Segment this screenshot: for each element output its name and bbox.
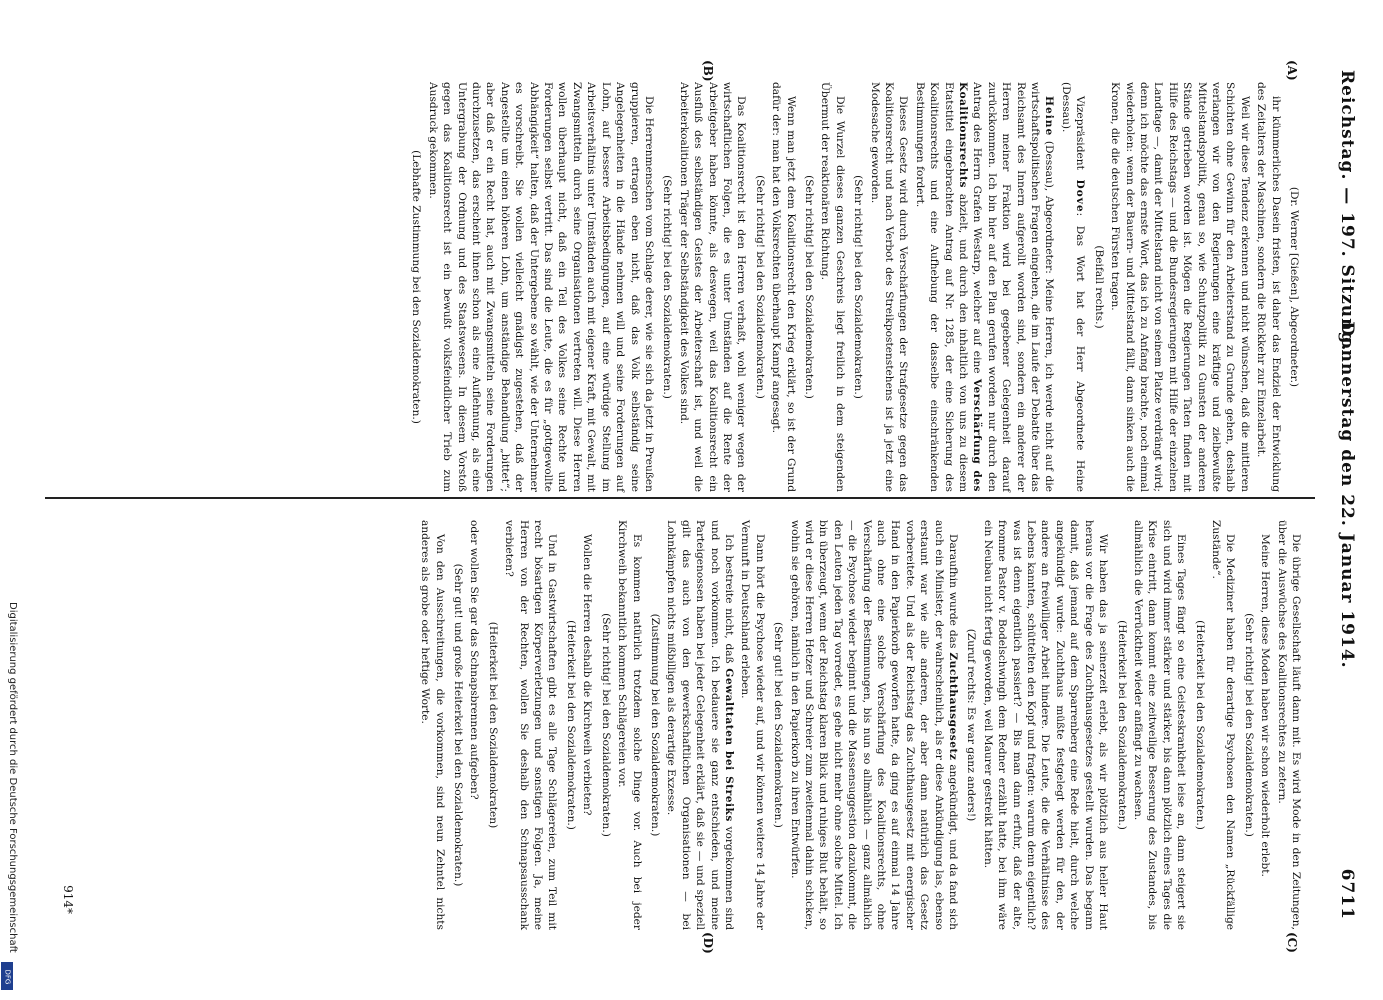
- paragraph: Wollen die Herren deshalb die Kirchweih verbieten?: [581, 534, 594, 816]
- paragraph: Die Mediziner haben für derartige Psychosen den Namen „Rückfällige Zustände“.: [1209, 520, 1237, 930]
- vice-president-announcement: [1059, 82, 1088, 492]
- interjection: (Heiterkeit bei den Sozialdemokraten.): [564, 620, 577, 830]
- interjection: (Sehr richtig! bei den Sozialdemokraten.): [753, 175, 766, 399]
- page-header: [1331, 70, 1361, 920]
- paragraph: Das Koalitionsrecht ist den Herren verhaßt, wohl weniger wegen der wirtschaftlichen Folgen, die es unter Umständen auf die Rente der Arbeitgeber haben könnte, als deswegen, weil das Koalitionsrecht ein Ausfluß des selbständigen Geistes der Arbeiterschaft ist, und weil die Arbeiterkoalitionen Träger der Selbständigkeit des Volkes sind.: [677, 82, 748, 492]
- interjection: (Lebhafte Zustimmung bei den Sozialdemokraten.): [410, 150, 423, 424]
- dfg-logo-icon: [1, 962, 13, 990]
- header-page-number: 6711: [1337, 868, 1357, 920]
- paragraph: Dann hört die Psychose wieder auf, und wir können weitere 14 Jahre der Vernunft in Deutschland erleben.: [739, 520, 766, 930]
- digitization-credit: Digitalisierung gefördert durch die Deutsche Forschungsgemeinschaft: [7, 602, 18, 953]
- heine-speech-opening: [912, 82, 1056, 492]
- margin-mark-a: (A): [1285, 60, 1299, 81]
- text: angekündigt, und da fand sich auch ein Minister, der wahrscheinlich, als er diese Ankündigung las, ebenso erstaunt war wie alle anderen, der aber dann natürlich das Gesetz vorbereitete. Und als der Reichstag das Zuchthausgesetz mit energischer Hand in den Papierkorb geworfen hatte, da ging es auf einmal 14 Jahre auch ohne eine solche Verschärfung des Koalitionsrechts, ohne Verschärfung der Bestimmungen, bis nun so allmählich — ganz allmählich — die Psychose wieder beginnt und die Massensuggestion dazukommt, die den Leuten jeden Tag vorredet, es gehe nicht mehr ohne solche Mittel. Ich bin überzeugt, wenn der Reichstag klaren Blick und ruhiges Blut behält, so wird er diese Herren Hetzer und Schreier zum zweitenmal dahin schicken, wohin sie gehören, nämlich in den Papierkorb zu ihren Entwürfen.: [788, 520, 960, 930]
- paragraph: ihr kümmerliches Dasein fristen, ist daher das Endziel der Entwicklung des Zeitalters der Maschinen, sondern die Rückkehr zur Einzelarbeit.: [1255, 82, 1282, 492]
- paragraph: [787, 520, 960, 930]
- margin-mark-c: (C): [1285, 932, 1299, 953]
- vp-intro: Vizepräsident: [1074, 96, 1087, 180]
- paragraph: oder wollen Sie gar das Schnapsbrennen aufgeben?: [468, 520, 481, 800]
- paragraph: Von den Ausschreitungen, die vorkommen, sind neun Zehntel nichts anderes als grobe oder heftige Worte.: [419, 520, 446, 930]
- speaker-continuation: (Dr. Werner [Gießen], Abgeordneter.): [1288, 186, 1300, 388]
- interjection: (Sehr richtig! bei den Sozialdemokraten.): [599, 613, 612, 837]
- column-divider: [45, 497, 1315, 499]
- paragraph: [664, 520, 736, 930]
- paragraph: Eines Tages fängt so eine Geisteskrankheit leise an, dann steigert sie sich und wird immer stärker und stärker, bis dann plötzlich eines Tages die Krise eintritt, dann kommt eine zeitweilige Besserung des Zustandes, bis allmählich die Verrücktheit wieder anfängt zu wachsen.: [1131, 520, 1188, 930]
- margin-mark-d: (D): [701, 932, 715, 954]
- paragraph: Dieses Gesetz wird durch Verschärfungen der Strafgesetze gegen das Koalitionsrecht und nach Verbot des Streikpostenstehens ist ja jetzt eine Modesache geworden.: [868, 82, 910, 492]
- interjection: (Zustimmung bei den Sozialdemokraten.): [648, 613, 661, 837]
- right-column: [416, 520, 1303, 930]
- paragraph: Weil wir diese Tendenz erkennen und nicht wünschen, daß die mittleren Schichten ohne Gewinn für den Arbeiterstand zu Grunde gehen, deshalb verlangen wir von den Regierungen eine kräftige und zielbewußte Mittelstandspolitik, genau so, wie Schutzpolitik zu Gunsten der anderen Stände getrieben worden ist. Mögen die Regierungen Taten finden mit Hilfe des Reichstags — und die Bundesregierungen mit Hilfe der einzelnen Landtage —, damit der Mittelstand nicht von seinem Platze verdrängt wird; denn ich möchte das ernste Wort, das ich zu Anfang brachte, noch einmal wiederholen: wenn der Bauern- und Mittelstand fällt, dann sinken auch die Kronen, die die deutschen Fürsten tragen.: [1109, 82, 1251, 492]
- text: Ich bestreite nicht, daß: [722, 534, 735, 669]
- paragraph: Es kommen natürlich trotzdem solche Dinge vor. Auch bei jeder Kirchweih bekanntlich kommen Schlägereien vor.: [616, 520, 643, 930]
- interjection: (Heiterkeit bei den Sozialdemokraten.): [1115, 620, 1128, 830]
- interjection: (Sehr richtig! bei den Sozialdemokraten.): [852, 175, 865, 399]
- margin-mark-b: (B): [701, 60, 715, 82]
- text: vorgekommen sind und noch vorkommen. Ich bedauere sie ganz entschieden, und meine Parteigenossen haben bei jeder Gelegenheit erklärt, daß sie — und speziell gilt das auch von den gewerkschaftlichen Organisationen — bei Lohnkämpfen nichts mißbilligen als derartige Exzesse.: [665, 520, 735, 931]
- page-signature: 914*: [61, 885, 75, 914]
- header-date: Donnerstag den 22. Januar 1914.: [1337, 321, 1357, 669]
- paragraph: Wenn man jetzt dem Koalitionsrecht den Krieg erklärt, so ist der Grund dafür der: man hat den Volksrechten überhaupt Kampf angesagt.: [770, 82, 797, 492]
- interjection: (Beifall rechts.): [1092, 245, 1105, 329]
- emphasized-text: Zuchthausgesetz: [947, 652, 960, 761]
- interjection: (Heiterkeit bei den Sozialdemokraten.): [1193, 620, 1206, 830]
- speaker-name: Heine: [1043, 96, 1056, 137]
- emphasized-text: Verschärfung des Koalitionsrechts: [957, 82, 984, 492]
- vp-name: Dove: [1074, 179, 1087, 213]
- speech-text: (Dessau), Abgeordneter: Meine Herren, ich werde nicht auf die wirtschaftspolitischen Fragen eingehen, die im Laufe der Debatte über das Reichsamt des Innern aufgerollt worden sind, sondern ein anderer der Herren meiner Fraktion wird bei gegebener Gelegenheit darauf zurückkommen. Ich bin hier auf den Plan gerufen worden nur durch den Antrag des Herrn Grafen Westarp, welcher auf eine: [971, 82, 1056, 492]
- interjection: (Sehr richtig! bei den Sozialdemokraten.): [661, 175, 674, 399]
- emphasized-text: Gewalttaten bei Streiks: [722, 668, 735, 822]
- text: Daraufhin wurde das: [947, 534, 960, 653]
- paragraph: Wir haben das ja seinerzeit erlebt, als wir plötzlich aus heller Haut heraus vor die Frage des Zuchthausgesetzes gestellt wurden. Das begann damit, daß jemand auf dem Sparrenberg eine Rede hielt, durch welche angekündigt wurde: Zuchthaus müßte festgelegt werden für den, der andere an freiwilliger Arbeit hindere. Die Leute, die die Verhältnisse des Lebens kannten, schüttelten den Kopf und fragten: warum denn eigentlich? was ist denn eigentlich passiert? — Bis man dann erfuhr, daß der alte, fromme Pastor v. Bodelschwingh dem Redner erzählt hatte, bei ihm wäre ein Neubau nicht fertig geworden, weil Maurer gestreikt hätten.: [981, 520, 1110, 930]
- interjection: (Sehr gut! und große Heiterkeit bei den Sozialdemokraten.): [452, 563, 465, 887]
- speech-text: abzielt, und durch den inhaltlich von uns zu diesem Etatstitel eingebrachten Antrag auf Nr. 1285, der eine Sicherung des Koalitionsrechts und eine Aufhebung der dasselbe einschränkenden Bestimmungen fordert.: [913, 82, 970, 492]
- paragraph: Und in Gastwirtschaften gibt es alle Tage Schlägereien, zum Teil mit recht bösartigen Körperverletzungen und sonstigen Folgen. Ja, meine Herren von der Rechten, wollen Sie deshalb den Schnapsausschank verbieten?: [503, 520, 559, 930]
- interjection: (Sehr gut! bei den Sozialdemokraten.): [772, 622, 785, 828]
- header-session: Reichstag. — 197. Sitzung.: [1337, 70, 1357, 352]
- paragraph: Die Herrenmenschen vom Schlage derer, wie sie sich da jetzt in Preußen gruppieren, ertragen eben nicht, daß das Volk selbständig seine Angelegenheiten in die Hände nehmen will und seine Forderungen auf Lohn, auf bessere Arbeitsbedingungen, auf eine würdige Stellung im Arbeitsverhältnis unter Umständen auch mit eigener Kraft, mit Gewalt, mit Zwangsmitteln durch seine Organisationen vertreten will. Diese Herren wollen überhaupt nicht, daß ein Teil des Volkes seine Rechte und Forderungen selbst vertritt. Das sind die Leute, die es für „gottgewollte Abhängigkeit“ halten, daß der Untergebene so wählt, wie der Unternehmer es vorschreibt. Sie wollen vielleicht gnädigst zugestehen, daß der Angestellte um einen höheren Lohn, um anständige Behandlung „bittet“; aber daß er ein Recht hat, auch mit Zwangsmitteln seine Forderungen durchzusetzen, das erscheint ihnen schon als eine Auflehnung, als eine Untergrabung der Ordnung und des Staatswesens. In diesem Vorstoß gegen das Koalitionsrecht ist ein bewußt volksfeindlicher Trieb zum Ausdruck gekommen.: [426, 82, 655, 492]
- paragraph: Die übrige Gesellschaft läuft dann mit. Es wird Mode in den Zeitungen, über die Auswüchse des Koalitionsrechtes zu zetern.: [1275, 520, 1302, 930]
- left-column: [405, 82, 1303, 492]
- paragraph: Meine Herren, diese Moden haben wir schon wiederholt erlebt.: [1259, 534, 1272, 877]
- paragraph: Die Wurzel dieses ganzen Geschreis liegt freilich in dem steigenden Übermut der reaktionären Richtung.: [819, 82, 846, 492]
- interjection: (Sehr richtig! bei den Sozialdemokraten.): [803, 175, 815, 399]
- dfg-logo-text: DFG: [3, 969, 12, 985]
- interjection: (Heiterkeit bei den Sozialdemokraten): [486, 621, 499, 829]
- vp-text: : Das Wort hat der Herr Abgeordnete Heine (Dessau).: [1059, 82, 1087, 493]
- interjection: (Sehr richtig! bei den Sozialdemokraten.): [1242, 613, 1255, 837]
- interjection: (Zuruf rechts: Es war ganz anders!): [965, 628, 978, 822]
